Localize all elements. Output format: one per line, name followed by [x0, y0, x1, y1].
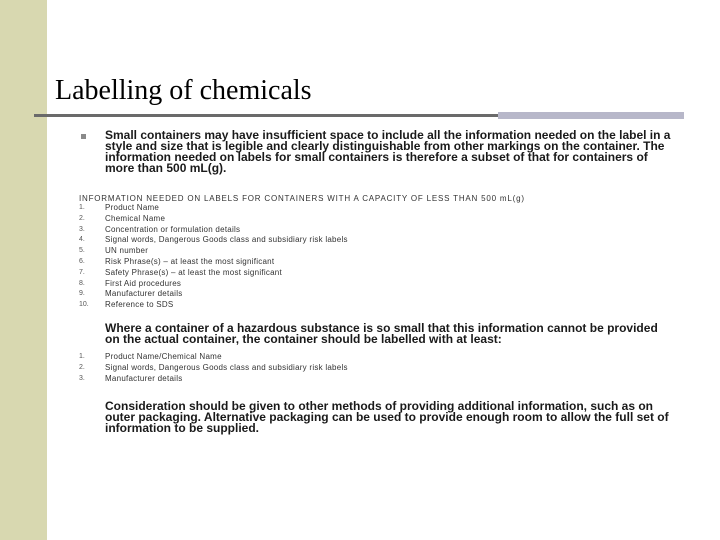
info-list — [79, 203, 348, 311]
minimum-list — [79, 352, 348, 384]
list-item-number: 4. — [79, 236, 85, 244]
list-item — [79, 257, 348, 268]
list-item — [79, 279, 348, 290]
list-item-text: UN number — [105, 246, 149, 256]
list-item — [79, 363, 348, 374]
list-item-text: Manufacturer details — [105, 373, 183, 383]
list-item-text: Chemical Name — [105, 213, 166, 223]
list-item-number: 1. — [79, 353, 85, 360]
list-item-number: 3. — [79, 374, 85, 382]
minimum-info-paragraph: Where a container of a hazardous substance is so small that this information cannot be provided on the actual container, the container should be labelled with at least: — [105, 321, 658, 346]
list-item — [79, 214, 348, 225]
left-decorative-bar — [0, 0, 47, 540]
list-item-number: 6. — [79, 257, 85, 265]
title-underline-accent — [498, 112, 684, 119]
list-item — [79, 225, 348, 236]
list-item-number: 2. — [79, 363, 85, 371]
list-item — [79, 268, 348, 279]
bullet-square-icon — [81, 134, 86, 139]
list-item-text: Manufacturer details — [105, 289, 183, 299]
list-item-number: 9. — [79, 290, 85, 298]
list-item-text: Product Name/Chemical Name — [105, 352, 222, 361]
info-list-heading: INFORMATION NEEDED ON LABELS FOR CONTAINERS WITH A CAPACITY OF LESS THAN 500 mL(g) — [79, 194, 525, 203]
list-item — [79, 300, 348, 311]
list-item-text: Risk Phrase(s) – at least the most significant — [105, 256, 275, 266]
list-item-number: 10. — [79, 301, 89, 309]
list-item-text: Product Name — [105, 203, 160, 212]
list-item-number: 3. — [79, 225, 85, 233]
list-item-number: 7. — [79, 268, 85, 276]
list-item-number: 1. — [79, 204, 85, 211]
list-item-text: Reference to SDS — [105, 300, 174, 310]
list-item — [79, 235, 348, 246]
list-item — [79, 374, 348, 385]
list-item-number: 2. — [79, 214, 85, 222]
closing-paragraph: Consideration should be given to other methods of providing additional information, such as on outer packaging. Alternative packaging can be used to provide enough room to allow the full set of information to be supplied. — [105, 399, 669, 435]
slide-title: Labelling of chemicals — [55, 75, 312, 106]
intro-paragraph: Small containers may have insufficient space to include all the information needed on the label in a style and size that is legible and clearly distinguishable from other markings on the container. The information needed on labels for small containers is therefore a subset of that for containers of more than 500 mL(g). — [105, 128, 671, 175]
list-item-text: Signal words, Dangerous Goods class and subsidiary risk labels — [105, 235, 348, 245]
list-item-text: First Aid procedures — [105, 278, 182, 288]
title-underline — [34, 114, 498, 117]
list-item — [79, 203, 348, 214]
list-item — [79, 289, 348, 300]
list-item — [79, 246, 348, 257]
list-item-number: 5. — [79, 247, 85, 255]
list-item-text: Concentration or formulation details — [105, 224, 241, 234]
list-item-text: Signal words, Dangerous Goods class and subsidiary risk labels — [105, 362, 348, 372]
list-item-text: Safety Phrase(s) – at least the most significant — [105, 267, 282, 277]
list-item-number: 8. — [79, 279, 85, 287]
list-item — [79, 352, 348, 363]
